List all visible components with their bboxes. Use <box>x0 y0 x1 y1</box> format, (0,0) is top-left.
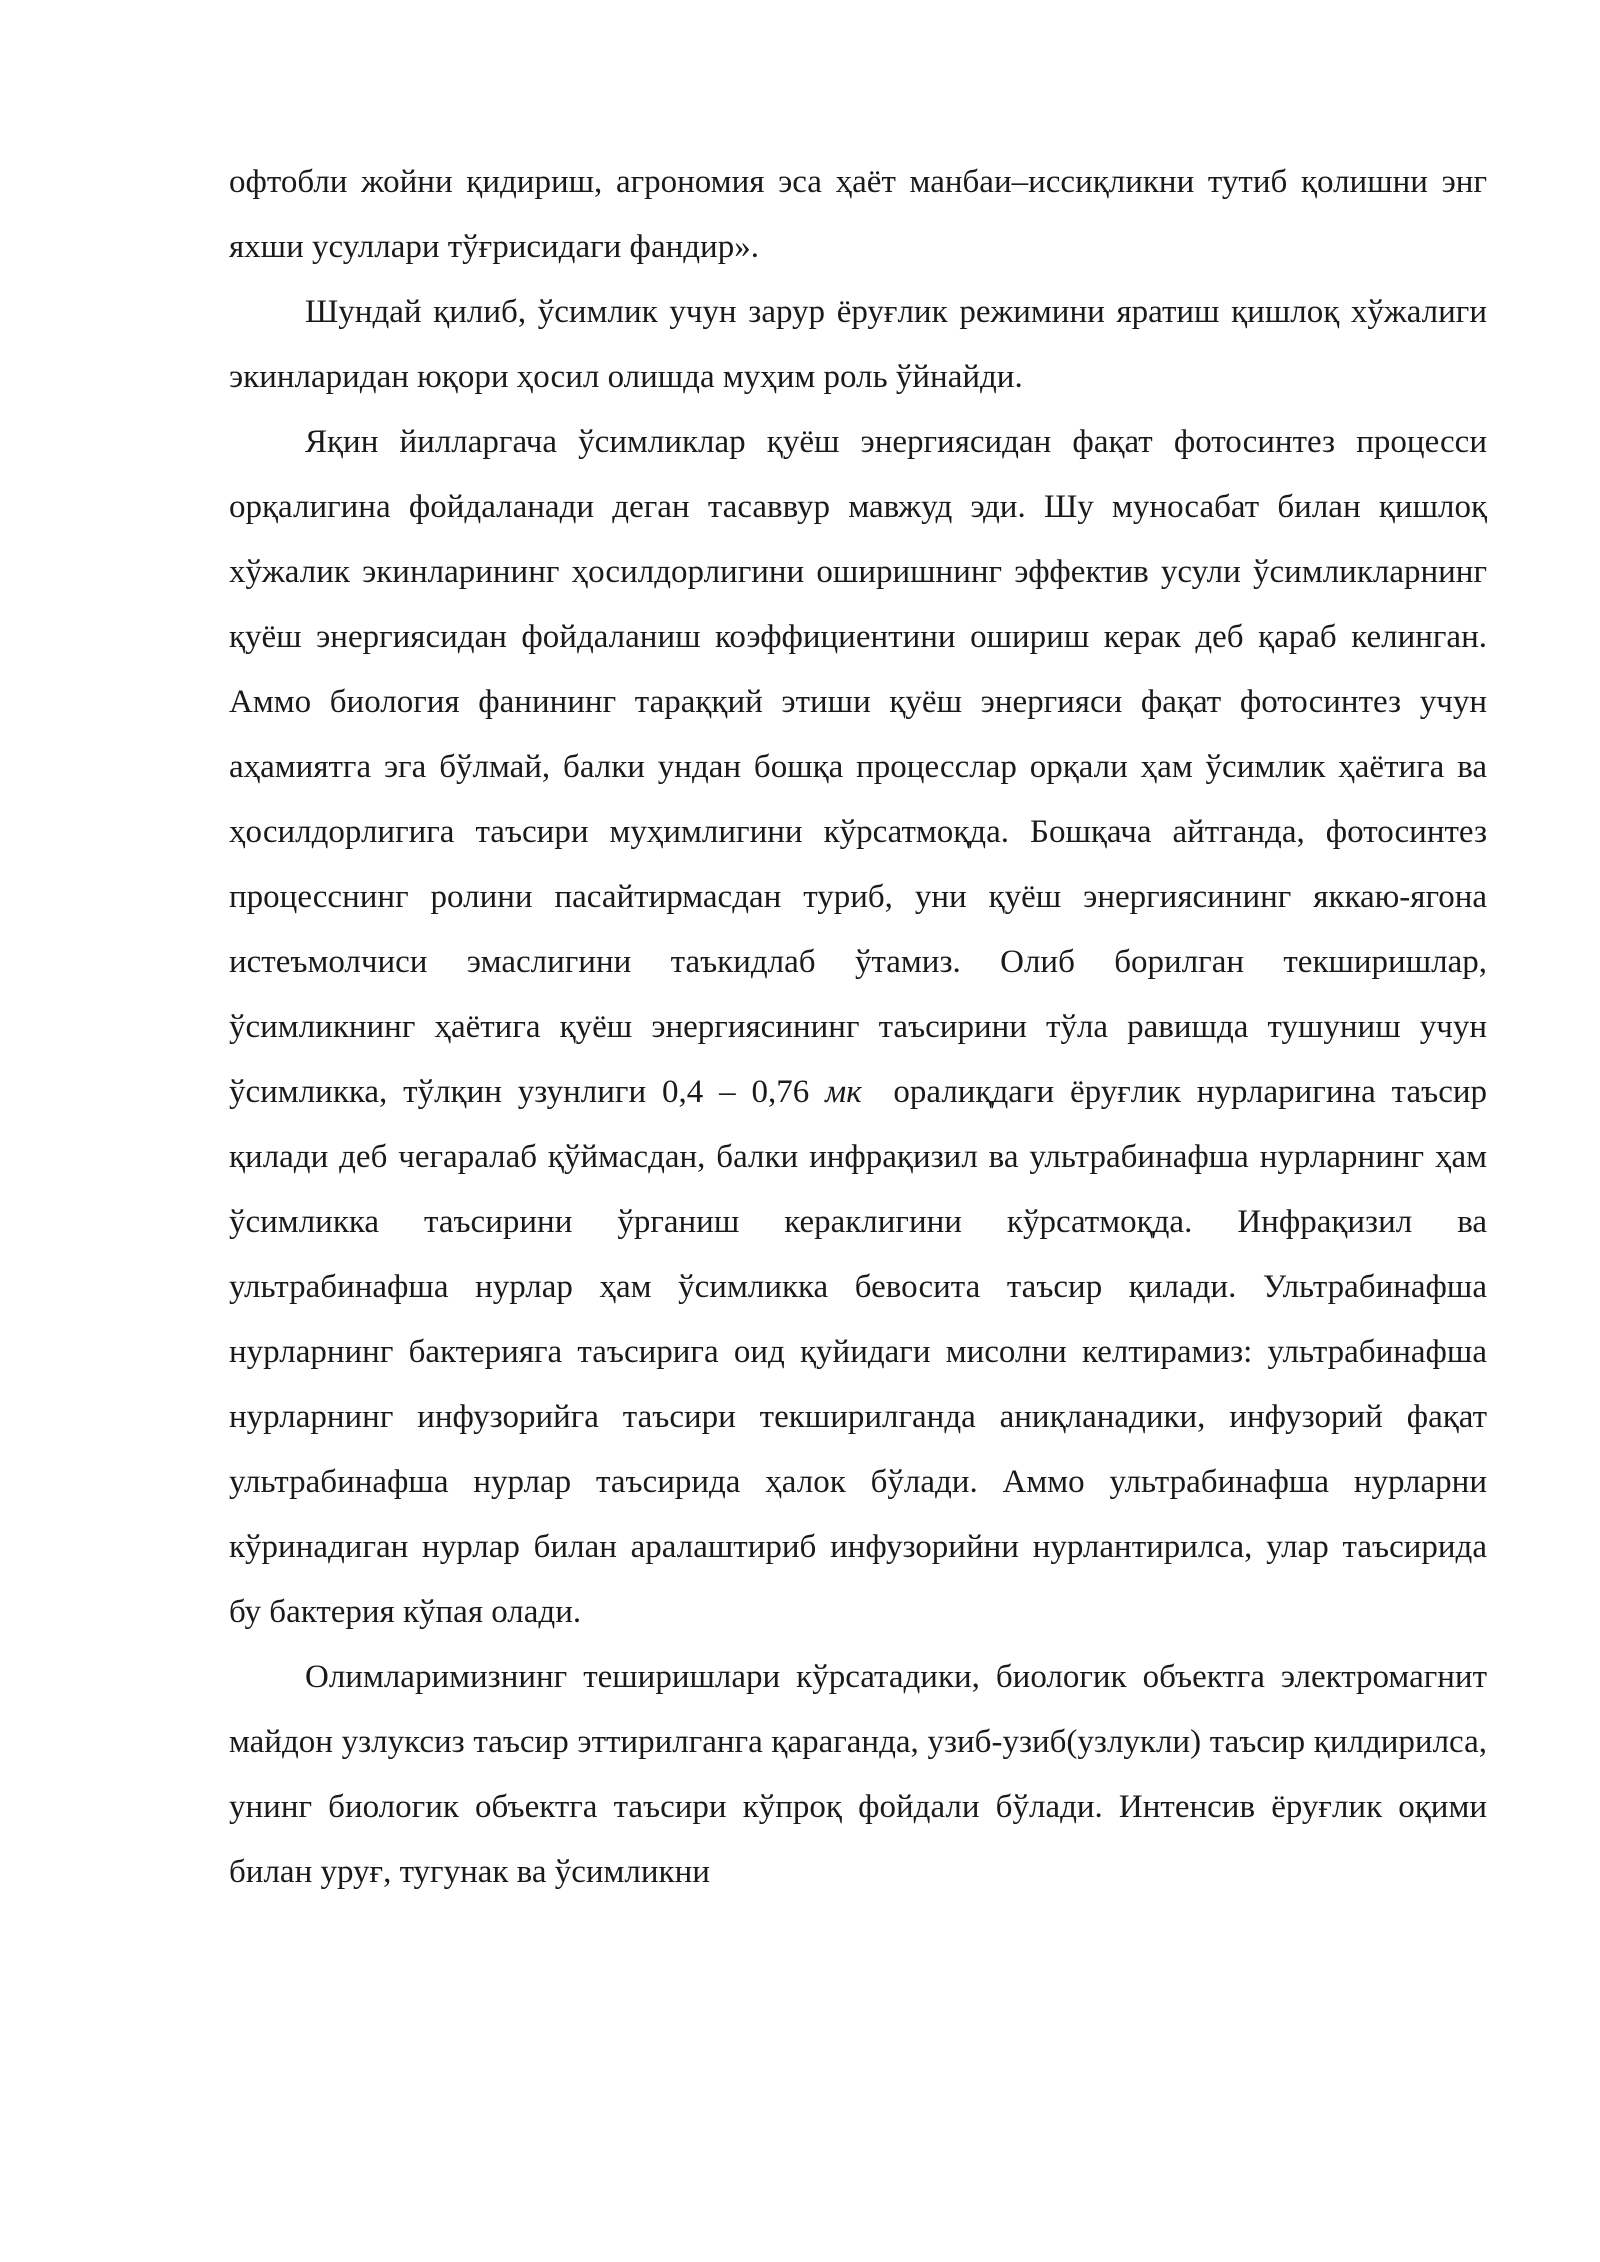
paragraph-solar-energy-part-1: Яқин йилларгача ўсимликлар қуёш энергиясидан фақат фотосинтез процесси орқалигина фойдаланади деган тасаввур мавжуд эди. Шу муносабат билан қишлоқ хўжалик экинларининг ҳосилдорлигини оширишнинг эффектив усули ўсимликларнинг қуёш энергиясидан фойдаланиш коэффициентини ошириш керак деб қараб келинган. Аммо биология фанининг тараққий этиши қуёш энергияси фақат фотосинтез учун аҳамиятга эга бўлмай, балки ундан бошқа процесслар орқали ҳам ўсимлик ҳаётига ва ҳосилдорлигига таъсири муҳимлигини кўрсатмоқда. Бошқача айтганда, фотосинтез процесснинг ролини пасайтирмасдан туриб, уни қуёш энергиясининг яккаю-ягона истеъмолчиси эмаслигини таъкидлаб ўтамиз. Олиб борилган текширишлар, ўсимликнинг ҳаётига қуёш энергиясининг таъсирини тўла равишда тушуниш учун ўсимликка, тўлқин узунлиги 0,4 – 0,76 <box>229 424 1487 1110</box>
paragraph-electromagnetic: Олимларимизнинг теширишлари кўрсатадики, биологик объектга электромагнит майдон узлуксиз таъсир эттирилганга қараганда, узиб-узиб(узлукли) таъсир қилдирилса, унинг биологик объектга таъсири кўпроқ фойдали бўлади. Интенсив ёруғлик оқими билан уруғ, тугунак ва ўсимликни <box>229 1659 1487 1890</box>
paragraph-continuation: офтобли жойни қидириш, агрономия эса ҳаёт манбаи–иссиқликни тутиб қолишни энг яхши усуллари тўғрисидаги фандир». <box>229 164 1487 265</box>
document-body <box>229 150 1487 1905</box>
paragraph-light-regime: Шундай қилиб, ўсимлик учун зарур ёруғлик режимини яратиш қишлоқ хўжалиги экинларидан юқори ҳосил олишда муҳим роль ўйнайди. <box>229 294 1487 395</box>
paragraph-solar-energy-part-2: оралиқдаги ёруғлик нурларигина таъсир қилади деб чегаралаб қўймасдан, балки инфрақизил ва ультрабинафша нурларнинг ҳам ўсимликка таъсирини ўрганиш кераклигини кўрсатмоқда. Инфрақизил ва ультрабинафша нурлар ҳам ўсимликка бевосита таъсир қилади. Ультрабинафша нурларнинг бактерияга таъсирига оид қуйидаги мисолни келтирамиз: ультрабинафша нурларнинг инфузорийга таъсири текширилганда аниқланадики, инфузорий фақат ультрабинафша нурлар таъсирида ҳалок бўлади. Аммо ультрабинафша нурларни кўринадиган нурлар билан аралаштириб инфузорийни нурлантирилса, улар таъсирида бу бактерия кўпая олади. <box>229 1074 1488 1630</box>
paragraph-solar-energy <box>229 410 1487 1645</box>
unit-micron: мк <box>825 1074 862 1110</box>
